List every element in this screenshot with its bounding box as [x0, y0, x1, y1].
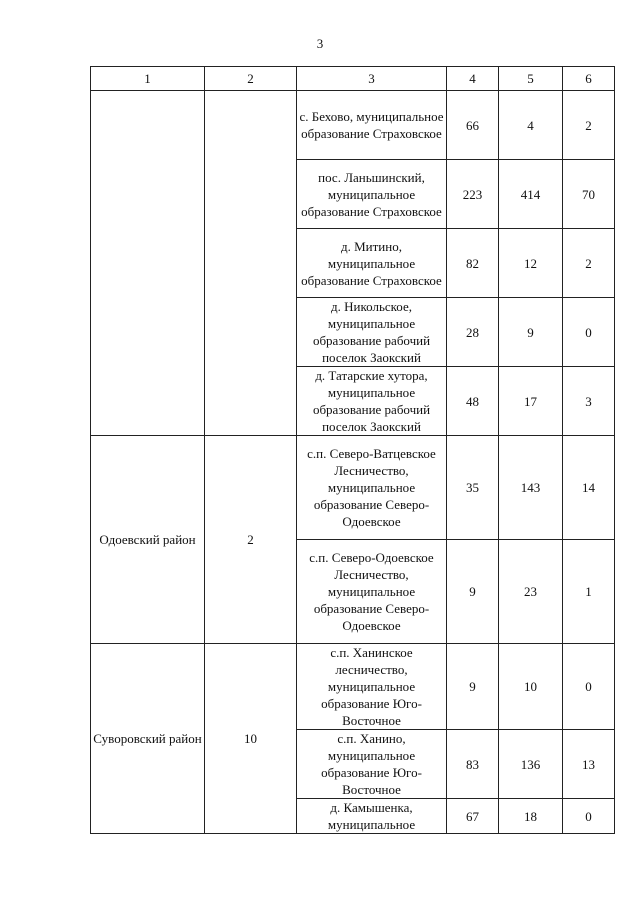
col5-cell: 12	[499, 229, 563, 298]
col5-cell: 10	[499, 644, 563, 730]
col5-cell: 414	[499, 160, 563, 229]
district-cell: Одоевский район	[91, 436, 205, 644]
col5-cell: 17	[499, 367, 563, 436]
col6-cell: 14	[563, 436, 615, 540]
place-cell: с.п. Северо-Одоевское Лесничество, муниципальное образование Северо-Одоевское	[297, 540, 447, 644]
table-row	[91, 644, 615, 730]
col6-cell: 0	[563, 799, 615, 834]
col6-cell: 13	[563, 730, 615, 799]
col5-cell: 143	[499, 436, 563, 540]
col4-cell: 66	[447, 91, 499, 160]
district-cell	[91, 91, 205, 436]
col4-cell: 83	[447, 730, 499, 799]
place-cell: с.п. Ханинское лесничество, муниципальное образование Юго-Восточное	[297, 644, 447, 730]
col6-cell: 2	[563, 229, 615, 298]
header-col-6: 6	[563, 67, 615, 91]
col6-cell: 3	[563, 367, 615, 436]
header-row	[91, 67, 615, 91]
place-cell: с.п. Ханино, муниципальное образование Юго-Восточное	[297, 730, 447, 799]
col6-cell: 70	[563, 160, 615, 229]
page-number: 3	[316, 36, 324, 51]
col4-cell: 223	[447, 160, 499, 229]
table-row	[91, 436, 615, 540]
header-col-2: 2	[205, 67, 297, 91]
col5-cell: 18	[499, 799, 563, 834]
data-table	[90, 66, 615, 834]
district-count-cell	[205, 91, 297, 436]
col4-cell: 9	[447, 644, 499, 730]
place-cell: с. Бехово, муниципальное образование Страховское	[297, 91, 447, 160]
place-cell: д. Татарские хутора, муниципальное образование рабочий поселок Заокский	[297, 367, 447, 436]
col5-cell: 4	[499, 91, 563, 160]
district-cell: Суворовский район	[91, 644, 205, 834]
district-count-cell: 10	[205, 644, 297, 834]
place-cell: пос. Ланьшинский, муниципальное образование Страховское	[297, 160, 447, 229]
col6-cell: 0	[563, 298, 615, 367]
col5-cell: 136	[499, 730, 563, 799]
place-cell: д. Никольское, муниципальное образование рабочий поселок Заокский	[297, 298, 447, 367]
col6-cell: 0	[563, 644, 615, 730]
header-col-4: 4	[447, 67, 499, 91]
table-row	[91, 91, 615, 160]
header-col-5: 5	[499, 67, 563, 91]
place-cell: д. Митино, муниципальное образование Страховское	[297, 229, 447, 298]
col4-cell: 9	[447, 540, 499, 644]
place-cell: д. Камышенка, муниципальное	[297, 799, 447, 834]
col5-cell: 9	[499, 298, 563, 367]
header-col-1: 1	[91, 67, 205, 91]
col6-cell: 1	[563, 540, 615, 644]
place-cell: с.п. Северо-Ватцевское Лесничество, муниципальное образование Северо-Одоевское	[297, 436, 447, 540]
district-count-cell: 2	[205, 436, 297, 644]
col4-cell: 28	[447, 298, 499, 367]
col4-cell: 67	[447, 799, 499, 834]
header-col-3: 3	[297, 67, 447, 91]
col5-cell: 23	[499, 540, 563, 644]
col6-cell: 2	[563, 91, 615, 160]
col4-cell: 82	[447, 229, 499, 298]
col4-cell: 48	[447, 367, 499, 436]
col4-cell: 35	[447, 436, 499, 540]
